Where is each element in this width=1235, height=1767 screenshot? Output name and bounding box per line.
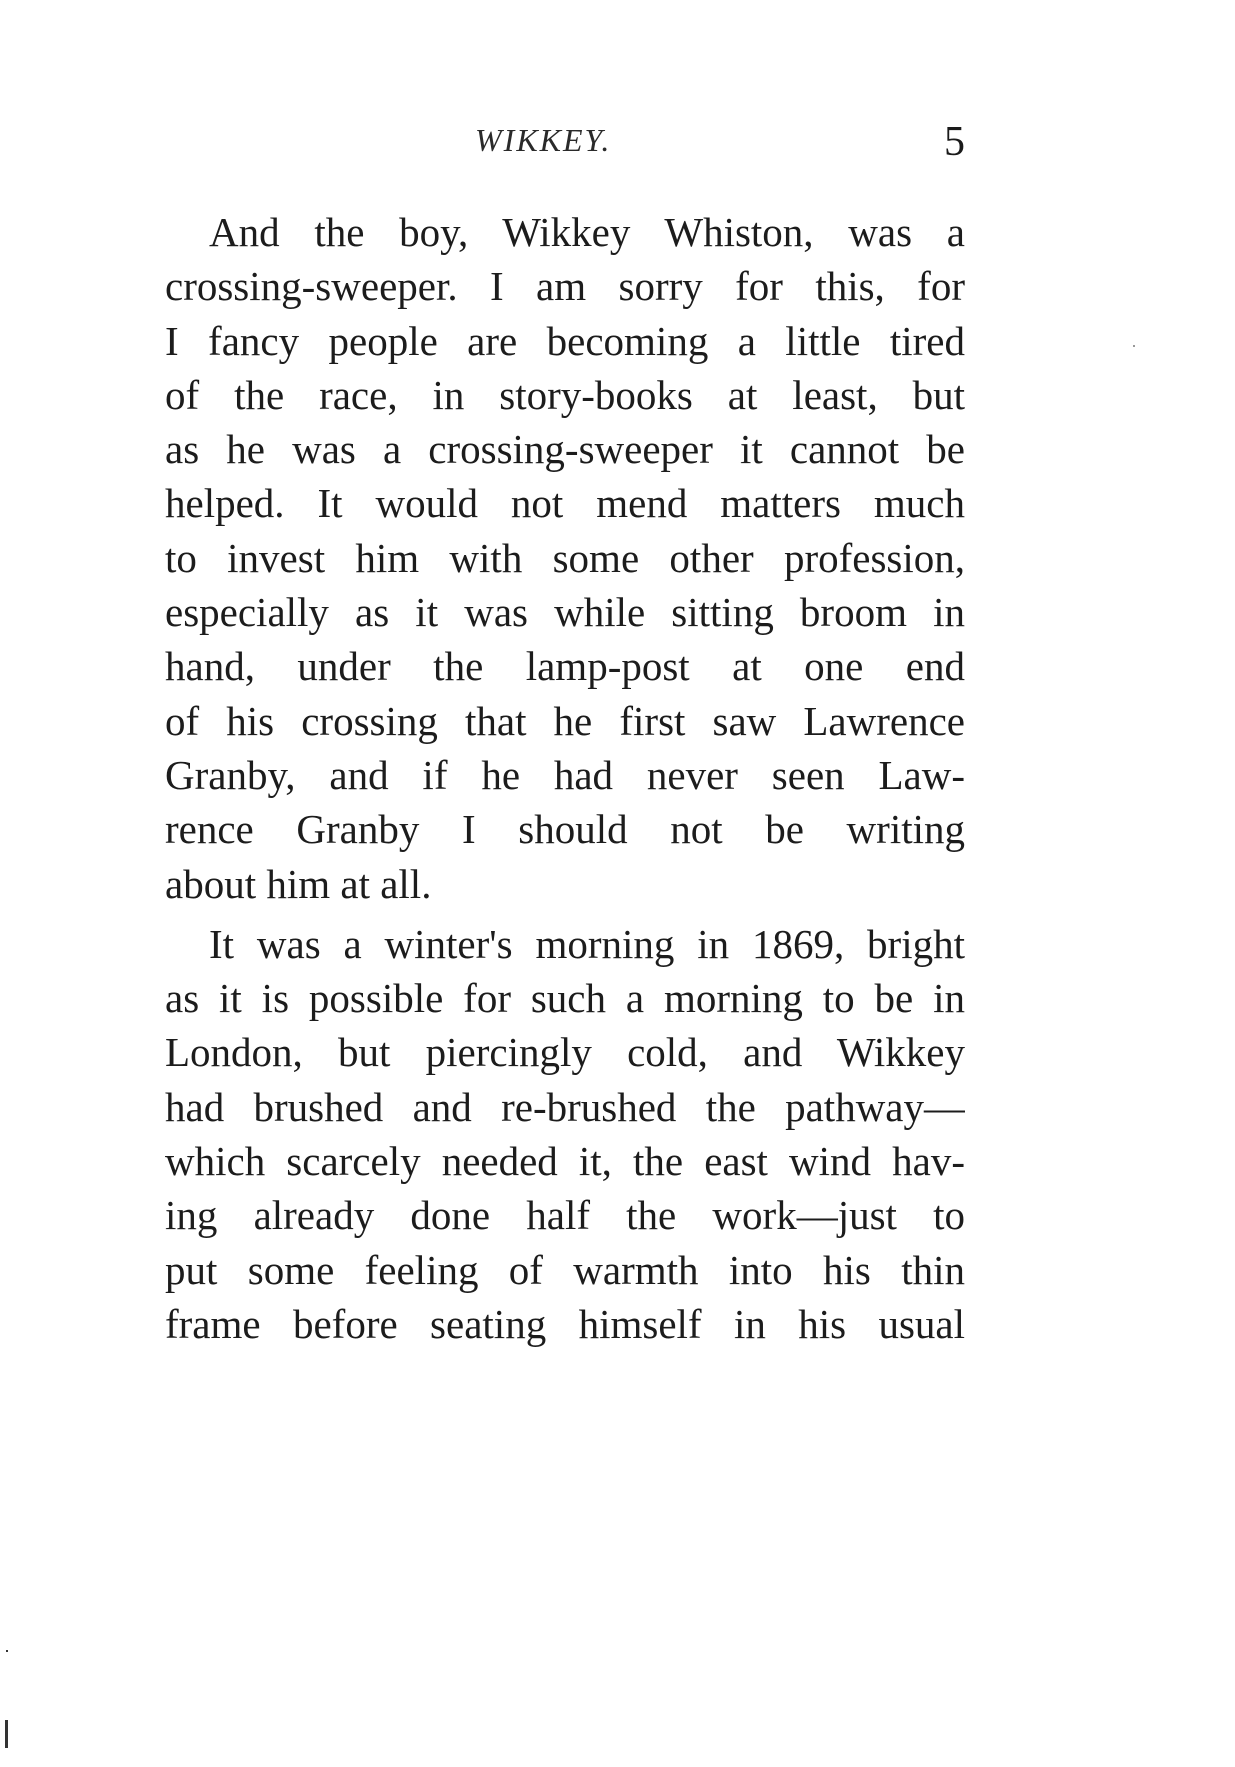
- text-line: I fancy people are becoming a little tired: [165, 317, 965, 364]
- page-number: 5: [944, 119, 965, 165]
- text-line: London, but piercingly cold, and Wikkey: [165, 1029, 965, 1076]
- text-line: And the boy, Wikkey Whiston, was a: [209, 209, 965, 255]
- body-text: [165, 205, 965, 1351]
- text-line: rence Granby I should not be writing: [165, 806, 965, 853]
- text-line: ing already done half the work—just to: [165, 1192, 965, 1239]
- text-line: It was a winter's morning in 1869, bright: [209, 920, 965, 967]
- scan-speck: [1133, 345, 1135, 347]
- text-line: hand, under the lamp-post at one end: [165, 643, 965, 690]
- text-line: of his crossing that he first saw Lawrence: [165, 697, 965, 744]
- paragraph-2: [165, 917, 965, 1351]
- text-line: about him at all.: [165, 860, 432, 907]
- running-head: [165, 118, 965, 178]
- text-line: as it is possible for such a morning to be in: [165, 975, 965, 1022]
- text-line: crossing-sweeper. I am sorry for this, for: [165, 263, 965, 310]
- text-line: of the race, in story-books at least, but: [165, 371, 965, 418]
- paragraph-1: [165, 205, 965, 911]
- text-line: frame before seating himself in his usual: [165, 1300, 965, 1347]
- text-line: helped. It would not mend matters much: [165, 480, 965, 527]
- text-line: had brushed and re-brushed the pathway—: [165, 1083, 965, 1130]
- text-line: which scarcely needed it, the east wind hav-: [165, 1138, 965, 1185]
- scan-speck: [5, 1720, 8, 1748]
- text-line: especially as it was while sitting broom in: [165, 589, 965, 636]
- text-line: to invest him with some other profession,: [165, 534, 965, 581]
- text-line: Granby, and if he had never seen Law-: [165, 751, 965, 798]
- scan-speck: [6, 1650, 8, 1652]
- text-line: put some feeling of warmth into his thin: [165, 1246, 965, 1293]
- text-line: as he was a crossing-sweeper it cannot be: [165, 426, 965, 473]
- running-title: WIKKEY.: [475, 122, 612, 158]
